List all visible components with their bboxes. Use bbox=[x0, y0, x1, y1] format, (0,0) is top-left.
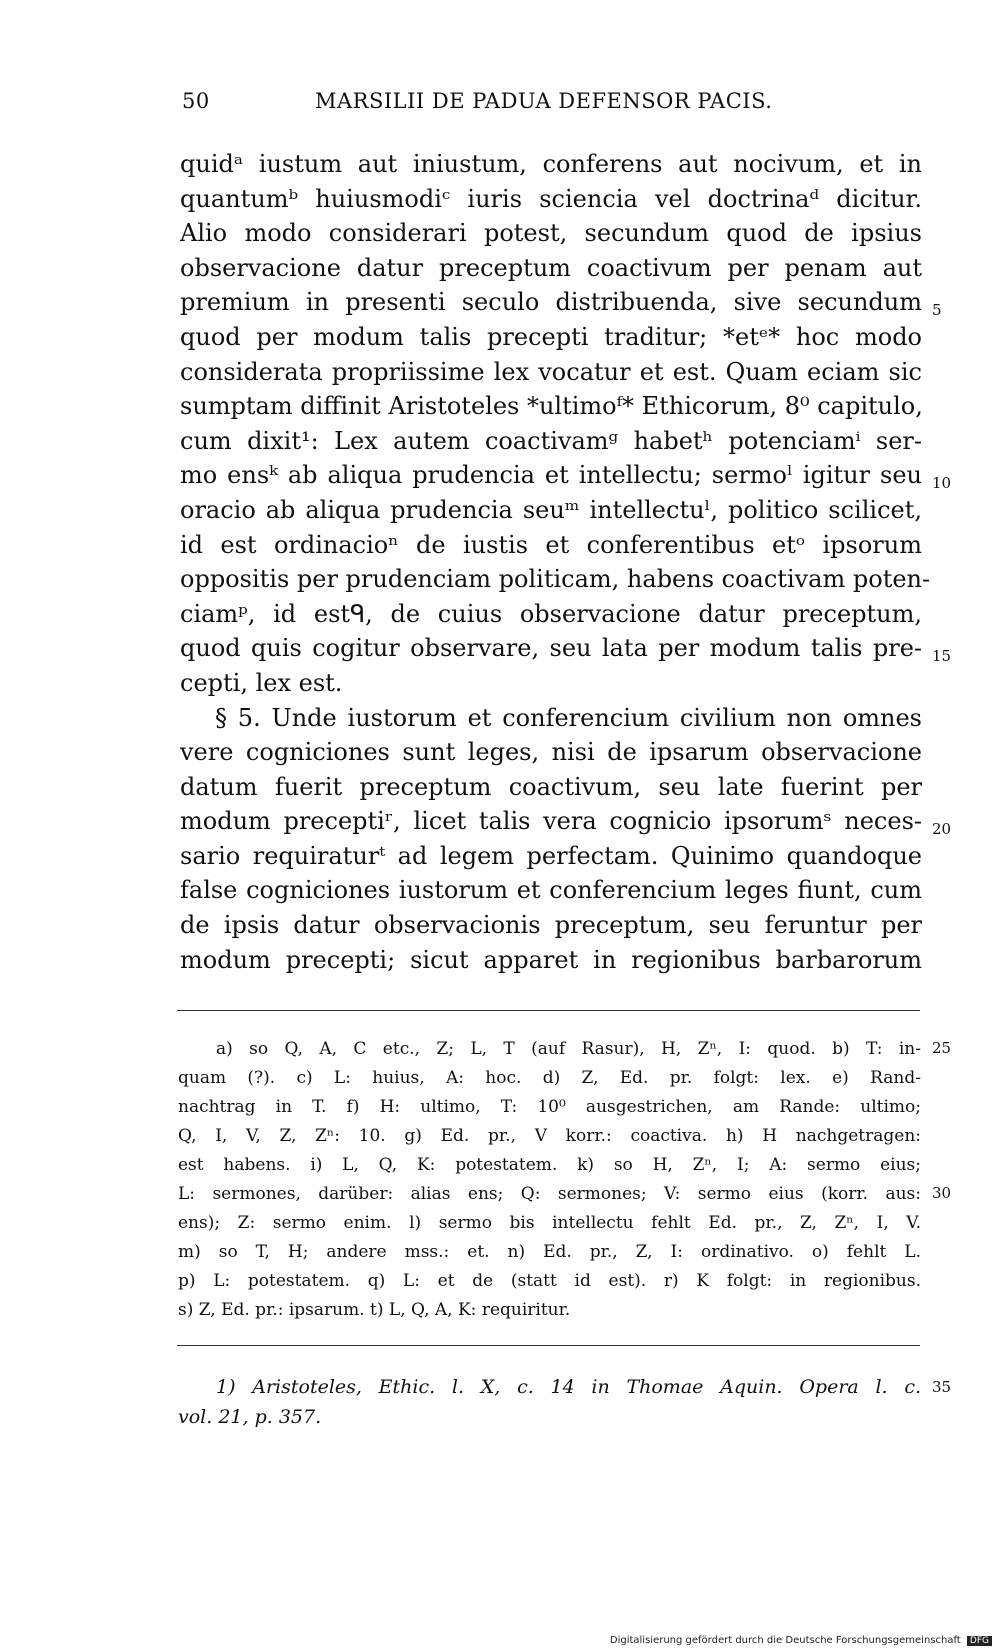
text-line: mo ensᵏ ab aliqua prudencia et intellectu; sermoˡ igitur seu bbox=[180, 461, 922, 490]
footnote-line: vol. 21, p. 357. bbox=[178, 1406, 322, 1428]
text-line: datum fuerit preceptum coactivum, seu late fuerint per bbox=[180, 772, 922, 801]
footnote-line: 1) Aristoteles, Ethic. l. X, c. 14 in Thomae Aquin. Opera l. c. bbox=[216, 1376, 921, 1398]
text-line: premium in presenti seculo distribuenda, sive secundum bbox=[180, 288, 922, 317]
text-line: considerata propriissime lex vocatur et est. Quam eciam sic bbox=[180, 357, 922, 386]
text-line: quantumᵇ huiusmodiᶜ iuris sciencia vel doctrinaᵈ dicitur. bbox=[180, 184, 922, 213]
apparatus-line: m) so T, H; andere mss.: et. n) Ed. pr., Z, I: ordinativo. o) fehlt L. bbox=[178, 1242, 921, 1262]
text-line: sario requiraturᵗ ad legem perfectam. Quinimo quandoque bbox=[180, 841, 922, 870]
line-number: 20 bbox=[932, 820, 952, 838]
text-line: quidᵃ iustum aut iniustum, conferens aut nocivum, et in bbox=[180, 150, 922, 178]
page-number: 50 bbox=[182, 89, 210, 113]
text-line: id est ordinacioⁿ de iustis et conferentibus etᵒ ipsorum bbox=[180, 530, 922, 559]
apparatus-line: Q, I, V, Z, Zⁿ: 10. g) Ed. pr., V korr.: coactiva. h) H nachgetragen: bbox=[178, 1126, 921, 1146]
apparatus-line: quam (?). c) L: huius, A: hoc. d) Z, Ed. pr. folgt: lex. e) Rand- bbox=[178, 1068, 921, 1088]
text-line: modum preceptiʳ, licet talis vera cognicio ipsorumˢ neces- bbox=[180, 807, 922, 836]
text-line: Alio modo considerari potest, secundum quod de ipsius bbox=[180, 219, 922, 248]
digitization-credit bbox=[610, 1635, 992, 1646]
text-line: quod quis cogitur observare, seu lata per modum talis pre- bbox=[180, 634, 922, 663]
text-line: false cogniciones iustorum et conferencium leges fiunt, cum bbox=[180, 876, 922, 905]
apparatus-line: s) Z, Ed. pr.: ipsarum. t) L, Q, A, K: requiritur. bbox=[178, 1300, 571, 1320]
text-line: § 5. Unde iustorum et conferencium civilium non omnes bbox=[215, 703, 922, 732]
apparatus-line: ens); Z: sermo enim. l) sermo bis intellectu fehlt Ed. pr., Z, Zⁿ, I, V. bbox=[178, 1213, 921, 1233]
credit-text: Digitalisierung gefördert durch die Deutsche Forschungsgemeinschaft bbox=[609, 1635, 961, 1646]
text-line: oppositis per prudenciam politicam, habens coactivam poten- bbox=[180, 565, 931, 594]
text-line: sumptam diffinit Aristoteles *ultimoᶠ* Ethicorum, 8⁰ capitulo, bbox=[180, 392, 923, 421]
main-text bbox=[180, 147, 931, 977]
line-number: 15 bbox=[932, 647, 952, 665]
text-line: observacione datur preceptum coactivum per penam aut bbox=[180, 253, 922, 282]
text-line: ciamᵖ, id estᑫ, de cuius observacione datur preceptum, bbox=[180, 599, 922, 628]
line-number: 30 bbox=[932, 1184, 952, 1202]
apparatus-line: p) L: potestatem. q) L: et de (statt id est). r) K folgt: in regionibus. bbox=[178, 1271, 921, 1291]
text-line: oracio ab aliqua prudencia seuᵐ intellectuˡ, politico scilicet, bbox=[180, 495, 922, 524]
apparatus-line: nachtrag in T. f) H: ultimo, T: 10⁰ ausgestrichen, am Rande: ultimo; bbox=[178, 1097, 921, 1117]
critical-apparatus bbox=[178, 1035, 921, 1325]
footnote-rule bbox=[177, 1345, 920, 1346]
footnote bbox=[178, 1372, 921, 1432]
text-line: modum precepti; sicut apparet in regionibus barbarorum bbox=[180, 945, 922, 974]
apparatus-line: L: sermones, darüber: alias ens; Q: sermones; V: sermo eius (korr. aus: bbox=[178, 1184, 921, 1204]
line-number: 10 bbox=[932, 474, 952, 492]
running-title: MARSILII DE PADUA DEFENSOR PACIS. bbox=[315, 89, 773, 113]
line-number: 25 bbox=[932, 1039, 952, 1057]
apparatus-line: est habens. i) L, Q, K: potestatem. k) so H, Zⁿ, I; A: sermo eius; bbox=[178, 1155, 921, 1175]
text-line: cum dixit¹: Lex autem coactivamᵍ habetʰ potenciamⁱ ser- bbox=[180, 426, 922, 455]
apparatus-line: a) so Q, A, C etc., Z; L, T (auf Rasur), H, Zⁿ, I: quod. b) T: in- bbox=[216, 1039, 921, 1059]
text-line: quod per modum talis precepti traditur; *etᵉ* hoc modo bbox=[180, 322, 922, 351]
dfg-logo: DFG bbox=[967, 1636, 992, 1646]
apparatus-rule bbox=[177, 1010, 920, 1011]
line-number: 5 bbox=[932, 301, 942, 319]
text-line: vere cogniciones sunt leges, nisi de ipsarum observacione bbox=[180, 738, 922, 767]
line-number: 35 bbox=[932, 1378, 952, 1396]
text-line: cepti, lex est. bbox=[180, 668, 343, 697]
text-line: de ipsis datur observacionis preceptum, seu feruntur per bbox=[180, 911, 922, 940]
